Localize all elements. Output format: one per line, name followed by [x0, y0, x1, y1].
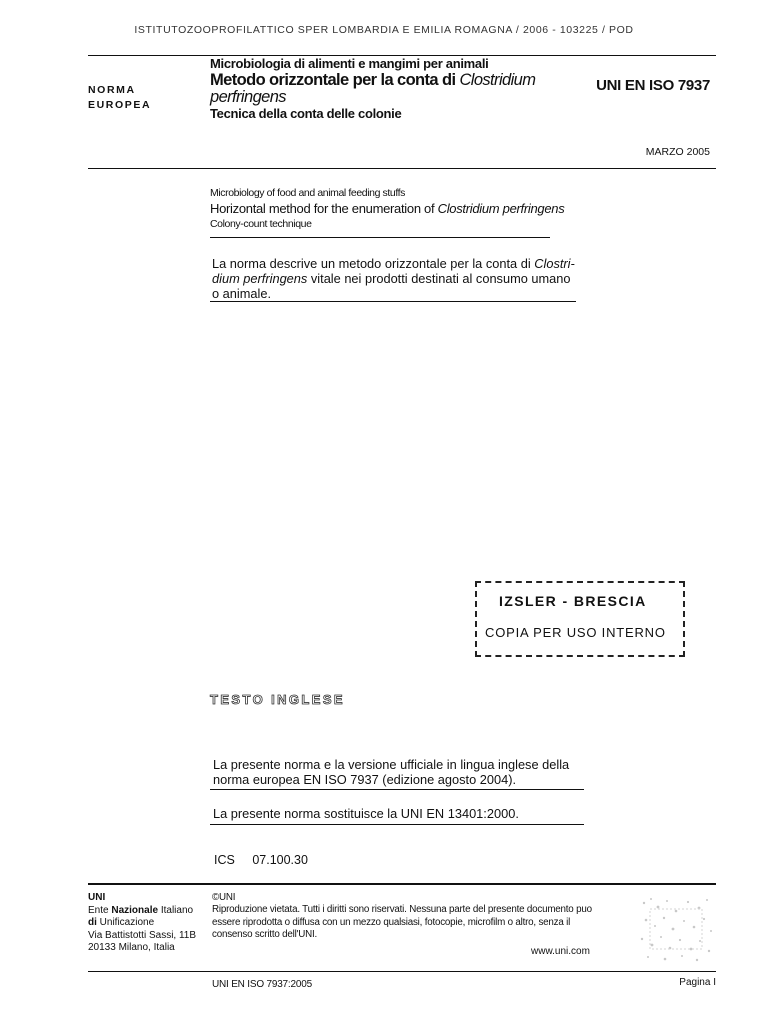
- description-paragraph: [212, 256, 578, 301]
- title-en: Microbiology of food and animal feeding stuffs: [210, 187, 406, 199]
- subtitle-en-prefix: Horizontal method for the enumeration of: [210, 201, 435, 216]
- copyright-block: [212, 892, 592, 941]
- ics-value: 07.100.30: [252, 853, 308, 867]
- footer-top-rule: [88, 883, 716, 885]
- paragraph-1-rule: [210, 789, 584, 790]
- ente-line: Ente Nazionale Italiano: [88, 904, 194, 916]
- watermark-header: ISTITUTOZOOPROFILATTICO SPER LOMBARDIA E EMILIA ROMAGNA / 2006 - 103225 / POD: [134, 24, 634, 36]
- replaces-paragraph: La presente norma sostituisce la UNI EN 13401:2000.: [213, 806, 519, 821]
- subtitle-it: [210, 72, 600, 106]
- subtitle-it-prefix: Metodo orizzontale per la conta di: [210, 71, 456, 89]
- date-rule: [88, 168, 716, 169]
- address-line-1: Via Battistotti Sassi, 11B: [88, 929, 197, 941]
- uni-seal-icon: [636, 893, 716, 965]
- website-link[interactable]: www.uni.com: [531, 946, 590, 957]
- europea-label: EUROPEA: [88, 99, 152, 111]
- footer-bottom-rule: [88, 971, 716, 972]
- unificazione-line: di Unificazione: [88, 917, 155, 928]
- english-title-block: [210, 187, 570, 231]
- description-species-a: Clostri-: [534, 256, 575, 271]
- testo-inglese-label: TESTO INGLESE: [210, 692, 345, 707]
- subtitle-en: [210, 200, 570, 217]
- address-line-2: 20133 Milano, Italia: [88, 942, 175, 953]
- copyright-label: ©UNI: [212, 892, 236, 903]
- uni-label: UNI: [88, 892, 106, 903]
- species-name-en: Clostridium perfringens: [437, 201, 565, 216]
- paragraph-2-rule: [210, 824, 584, 825]
- description-species-b: dium perfringens: [212, 271, 308, 286]
- italian-title-block: [210, 56, 600, 122]
- description-text-2: vitale nei prodotti destinati al consumo umano o animale.: [212, 271, 571, 301]
- species-name-2: perfringens: [210, 88, 286, 106]
- stamp-line-2: COPIA PER USO INTERNO: [485, 625, 666, 640]
- english-rule: [210, 237, 550, 238]
- technique-en: Colony-count technique: [210, 218, 312, 230]
- uni-address-block: [88, 892, 196, 955]
- description-text-1: La norma descrive un metodo orizzontale per la conta di: [212, 256, 531, 271]
- rights-text: Riproduzione vietata. Tutti i diritti sono riservati. Nessuna parte del presente documento puo essere riprodotta o diffusa con un mezzo qualsiasi, fotocopie, microfilm o altro, senza il consenso scritto dell'UNI.: [212, 904, 592, 940]
- stamp-line-1: IZSLER - BRESCIA: [499, 593, 647, 609]
- norma-label: NORMA: [88, 84, 136, 96]
- species-name-1: Clostridium: [459, 71, 536, 89]
- description-rule: [210, 301, 576, 302]
- norma-europea-label: [88, 83, 151, 113]
- page-number: Pagina I: [679, 977, 716, 988]
- standard-code: UNI EN ISO 7937: [596, 77, 710, 94]
- document-code: UNI EN ISO 7937:2005: [212, 979, 312, 990]
- publication-date: MARZO 2005: [645, 146, 710, 158]
- title-it: Microbiologia di alimenti e mangimi per animali: [210, 56, 489, 71]
- internal-copy-stamp: [475, 581, 685, 657]
- technique-it: Tecnica della conta delle colonie: [210, 106, 402, 121]
- ics-label: ICS: [214, 853, 235, 867]
- official-version-paragraph: La presente norma e la versione ufficiale in lingua inglese della norma europea EN ISO 7937 (edizione agosto 2004).: [213, 757, 570, 787]
- ics-code: [214, 853, 308, 867]
